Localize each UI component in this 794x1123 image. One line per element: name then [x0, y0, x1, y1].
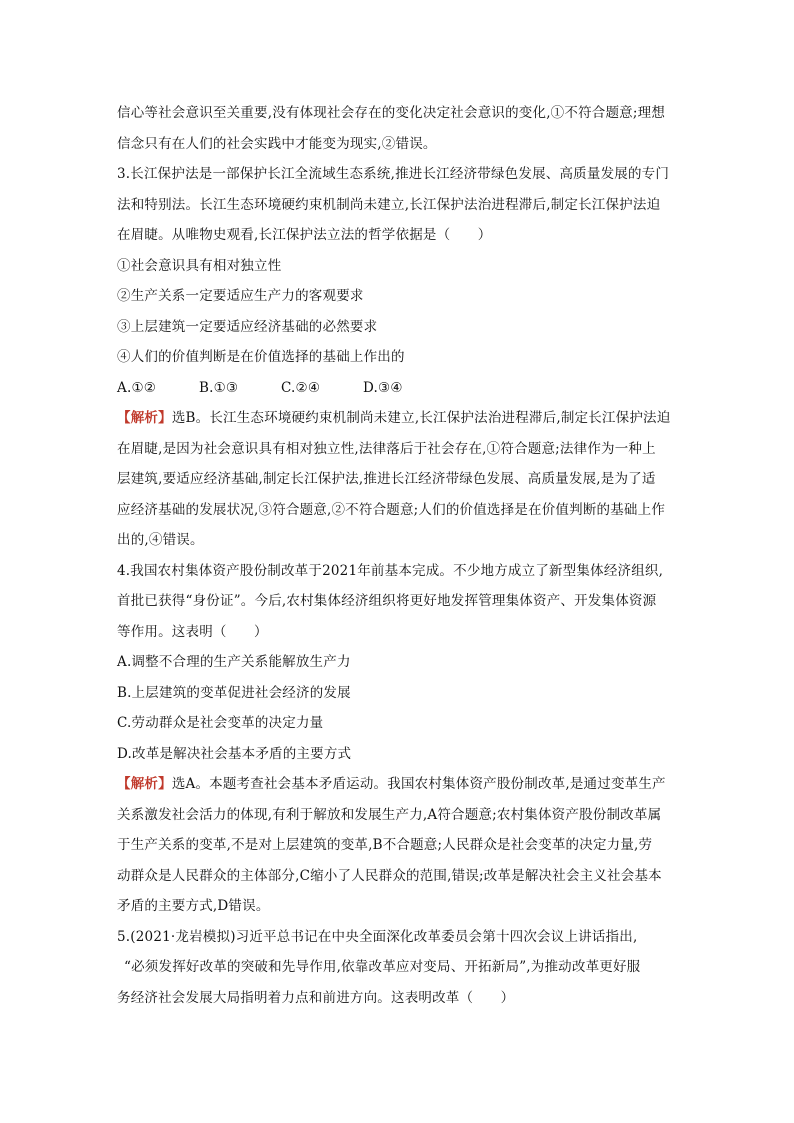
q4-analysis-first-line — [117, 769, 677, 800]
q4-stem-line: 等作用。这表明（ ） — [117, 623, 268, 640]
q3-option-b: B.①③ — [199, 379, 239, 396]
q3-option-a: A.①② — [117, 379, 157, 396]
q3-stem-line: 3.长江保护法是一部保护长江全流域生态系统,推进长江经济带绿色发展、高质量发展的专门 — [117, 166, 670, 182]
q4-analysis-line: 动群众是人民群众的主体部分,C缩小了人民群众的范围,错误;改革是解决社会主义社会基本 — [117, 867, 662, 884]
q4-stem-line: 首批已获得“身份证”。今后,农村集体经济组织将更好地发挥管理集体资产、开发集体资源 — [117, 593, 657, 609]
q3-analysis-line: 层建筑,要适应经济基础,制定长江保护法,推进长江经济带绿色发展、高质量发展,是为了适 — [117, 471, 656, 487]
q4-analysis-line: 关系激发社会活力的体现,有利于解放和发展生产力,A符合题意;农村集体资产股份制改革属 — [117, 806, 662, 823]
q3-statement: ③上层建筑一定要适应经济基础的必然要求 — [117, 318, 378, 335]
q3-statement: ①社会意识具有相对独立性 — [117, 257, 282, 274]
q5-stem-line: “必须发挥好改革的突破和先导作用,依靠改革应对变局、开拓新局”,为推动改革更好服 — [124, 959, 641, 975]
q4-analysis-text: 选A。本题考查社会基本矛盾运动。我国农村集体资产股份制改革,是通过变革生产 — [171, 776, 666, 792]
question-4 — [117, 556, 677, 922]
q3-analysis-text: 选B。长江生态环境硬约束机制尚未建立,长江保护法治进程滞后,制定长江保护法迫 — [171, 410, 671, 426]
q4-stem-line: 4.我国农村集体资产股份制改革于2021年前基本完成。不少地方成立了新型集体经济组织, — [117, 562, 664, 579]
analysis-tag: 【解析】 — [117, 410, 172, 426]
q4-option-b: B.上层建筑的变革促进社会经济的发展 — [117, 684, 351, 701]
q3-analysis-first-line — [117, 403, 677, 434]
q4-option-d: D.改革是解决社会基本矛盾的主要方式 — [117, 745, 352, 762]
document-page — [117, 98, 677, 1013]
intro-line: 信念只有在人们的社会实践中才能变为现实,②错误。 — [117, 135, 437, 152]
question-3 — [117, 159, 677, 556]
q4-option-a: A.调整不合理的生产关系能解放生产力 — [117, 654, 351, 670]
q3-analysis-line: 应经济基础的发展状况,③符合题意,②不符合题意;人们的价值选择是在价值判断的基础上作 — [117, 501, 666, 518]
intro-paragraph — [117, 98, 677, 159]
q3-analysis-line: 在眉睫,是因为社会意识具有相对独立性,法律落后于社会存在,①符合题意;法律作为一种上 — [117, 440, 656, 457]
question-5 — [117, 922, 677, 1014]
q4-analysis-line: 矛盾的主要方式,D错误。 — [117, 898, 270, 914]
q3-statement: ②生产关系一定要适应生产力的客观要求 — [117, 288, 364, 304]
q3-analysis-line: 出的,④错误。 — [117, 532, 204, 548]
intro-line: 信心等社会意识至关重要,没有体现社会存在的变化决定社会意识的变化,①不符合题意;理想 — [117, 105, 666, 121]
q4-analysis-line: 于生产关系的变革,不是对上层建筑的变革,B不合题意;人民群众是社会变革的决定力量,劳 — [117, 837, 653, 853]
q3-stem-line: 法和特别法。长江生态环境硬约束机制尚未建立,长江保护法治进程滞后,制定长江保护法迫 — [117, 196, 661, 213]
q3-option-d: D.③④ — [363, 379, 403, 396]
q5-stem-line: 务经济社会发展大局指明着力点和前进方向。这表明改革（ ） — [117, 989, 515, 1006]
q3-options — [117, 373, 677, 404]
q4-option-c: C.劳动群众是社会变革的决定力量 — [117, 715, 324, 731]
q5-stem-line: 5.(2021·龙岩模拟)习近平总书记在中央全面深化改革委员会第十四次会议上讲话指出, — [117, 928, 638, 945]
analysis-tag: 【解析】 — [117, 776, 172, 792]
q3-stem-line: 在眉睫。从唯物史观看,长江保护法立法的哲学依据是（ ） — [117, 227, 492, 243]
q3-statement: ④人们的价值判断是在价值选择的基础上作出的 — [117, 349, 405, 365]
q3-option-c: C.②④ — [281, 379, 321, 396]
